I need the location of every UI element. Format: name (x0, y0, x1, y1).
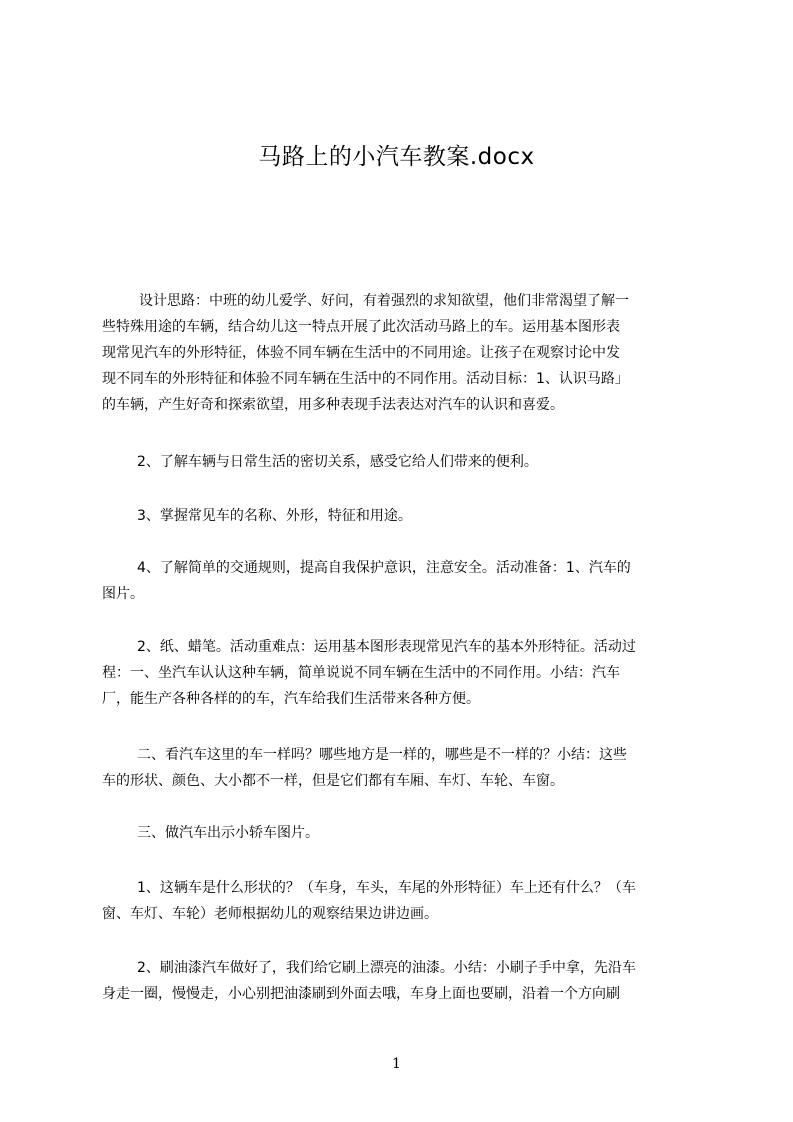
text-line: 设计思路：中班的幼儿爱学、好问，有着强烈的求知欲望，他们非常渴望了解一 (139, 293, 629, 309)
text-line: 3、掌握常见车的名称、外形，特征和用途。 (137, 508, 412, 524)
text-line: 三、做汽车出示小轿车图片。 (137, 825, 319, 841)
text-line: 程：一、坐汽车认认这种车辆，简单说说不同车辆在生活中的不同作用。小结：汽车 (102, 665, 620, 681)
text-line: 2、了解车辆与日常生活的密切关系，感受它给人们带来的便利。 (137, 454, 538, 470)
text-line: 些特殊用途的车辆，结合幼儿这一特点开展了此次活动马路上的车。运用基本图形表 (102, 319, 620, 335)
text-line: 厂，能生产各种各样的的车，汽车给我们生活带来各种方便。 (102, 691, 480, 707)
paragraph-step-3 (102, 820, 704, 846)
text-line: 窗、车灯、车轮）老师根据幼儿的观察结果边讲边画。 (102, 906, 438, 922)
paragraph-step-2 (102, 742, 704, 794)
paragraph-goal-2 (102, 449, 704, 475)
paragraph-step-3-1 (102, 875, 704, 927)
text-line: 2、纸、蜡笔。活动重难点：运用基本图形表现常见汽车的基本外形特征。活动过 (137, 639, 636, 655)
text-line: 图片。 (102, 586, 144, 602)
text-line: 身走一圈，慢慢走，小心别把油漆刷到外面去哦，车身上面也要刷，沿着一个方向刷 (102, 986, 620, 1002)
text-line: 车的形状、颜色、大小都不一样，但是它们都有车厢、车灯、车轮、车窗。 (102, 773, 564, 789)
page-number: 1 (392, 1056, 401, 1072)
paragraph-goal-4 (102, 555, 704, 607)
document-title: 马路上的小汽车教案.docx (258, 144, 535, 170)
paragraph-step-3-2 (102, 955, 704, 1007)
paragraph-design-rationale (102, 288, 704, 418)
text-line: 1、这辆车是什么形状的？（车身，车头，车尾的外形特征）车上还有什么？（车 (137, 880, 636, 896)
text-line: 的车辆，产生好奇和探索欲望，用多种表现手法表达对汽车的认识和喜爱。 (102, 397, 564, 413)
text-line: 现常见汽车的外形特征，体验不同车辆在生活中的不同用途。让孩子在观察讨论中发 (102, 345, 620, 361)
text-line: 二、看汽车这里的车一样吗？哪些地方是一样的，哪些是不一样的？小结：这些 (137, 747, 627, 763)
paragraph-goal-3 (102, 503, 704, 529)
text-line: 2、刷油漆汽车做好了，我们给它刷上漂亮的油漆。小结：小刷子手中拿，先沿车 (137, 960, 636, 976)
paragraph-preparation (102, 634, 704, 712)
text-line: 现不同车的外形特征和体验不同车辆在生活中的不同作用。活动目标：1、认识马路」 (102, 371, 629, 387)
text-line: 4、了解简单的交通规则，提高自我保护意识，注意安全。活动准备：1、汽车的 (137, 560, 631, 576)
